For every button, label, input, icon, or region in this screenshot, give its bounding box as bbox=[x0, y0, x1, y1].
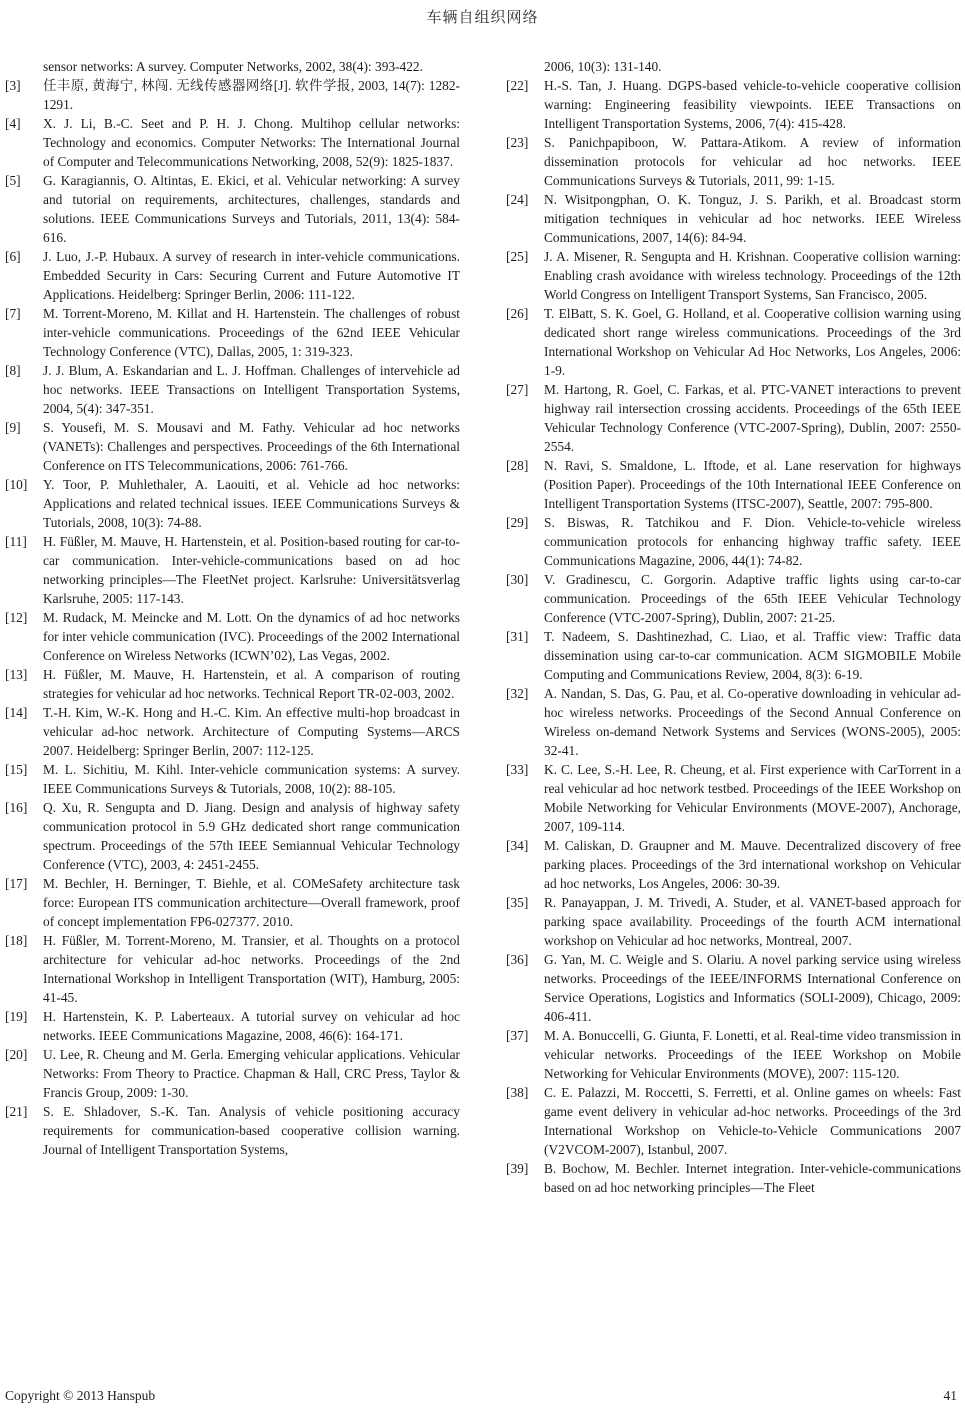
reference-item bbox=[5, 171, 460, 247]
reference-number: [19] bbox=[5, 1009, 28, 1024]
reference-number: [39] bbox=[506, 1161, 529, 1176]
reference-item bbox=[506, 57, 961, 76]
reference-item bbox=[5, 874, 460, 931]
reference-number: [35] bbox=[506, 895, 529, 910]
reference-text: Q. Xu, R. Sengupta and D. Jiang. Design and analysis of highway safety communication protocol in 5.9 GHz dedicated short range communication spectrum. Proceedings of the 57th IEEE Semiannual Vehicular Technology Conference (VTC), 2003, 4: 2451-2455. bbox=[43, 800, 460, 872]
reference-number bbox=[506, 57, 544, 76]
reference-number: [36] bbox=[506, 952, 529, 967]
reference-text: H. Füßler, M. Mauve, H. Hartenstein, et al. Position-based routing for car-to-car communication. Inter-vehicle-communications based on ad hoc networking principles—The FleetNet project. Karlsruhe: Universitätsverlag Karlsruhe, 2005: 117-143. bbox=[43, 534, 460, 606]
reference-item bbox=[506, 760, 961, 836]
reference-text: S. Biswas, R. Tatchikou and F. Dion. Vehicle-to-vehicle wireless communication protocols for enhancing highway traffic safety. IEEE Communications Magazine, 2006, 44(1): 74-82. bbox=[544, 515, 961, 568]
reference-item bbox=[506, 190, 961, 247]
references-section bbox=[5, 57, 961, 1197]
page-footer bbox=[5, 1388, 957, 1404]
reference-number: [16] bbox=[5, 800, 28, 815]
reference-number: [5] bbox=[5, 173, 21, 188]
reference-number: [30] bbox=[506, 572, 529, 587]
reference-text: K. C. Lee, S.-H. Lee, R. Cheung, et al. First experience with CarTorrent in a real vehicular ad hoc network testbed. Proceedings of the IEEE Workshop on Mobile Networking for Vehicular Environments (MOVE-2007), Anchorage, 2007, 109-114. bbox=[544, 762, 961, 834]
footer-page-number: 41 bbox=[943, 1388, 957, 1403]
reference-text: S. Yousefi, M. S. Mousavi and M. Fathy. Vehicular ad hoc networks (VANETs): Challenges and perspectives. Proceedings of the 6th International Conference on ITS Telecommunications, 2006: 761-766. bbox=[43, 420, 460, 473]
reference-text: S. E. Shladover, S.-K. Tan. Analysis of vehicle positioning accuracy requirements for communication-based cooperative collision warning. Journal of Intelligent Transportation Systems, bbox=[43, 1104, 460, 1157]
reference-text: Y. Toor, P. Muhlethaler, A. Laouiti, et al. Vehicle ad hoc networks: Applications and related technical issues. IEEE Communications Surveys & Tutorials, 2008, 10(3): 74-88. bbox=[43, 477, 460, 530]
reference-number: [6] bbox=[5, 249, 21, 264]
reference-item bbox=[5, 114, 460, 171]
footer-copyright: Copyright © 2013 Hanspub bbox=[5, 1388, 156, 1403]
reference-item bbox=[5, 798, 460, 874]
reference-item bbox=[506, 133, 961, 190]
reference-number: [13] bbox=[5, 667, 28, 682]
reference-item bbox=[506, 570, 961, 627]
reference-text: M. Caliskan, D. Graupner and M. Mauve. Decentralized discovery of free parking places. Proceedings of the 3rd international workshop on Vehicular ad hoc networks, Los Angeles, 2006: 30-39. bbox=[544, 838, 961, 891]
references-column-left bbox=[5, 57, 460, 1197]
reference-number: [10] bbox=[5, 477, 28, 492]
reference-item bbox=[506, 627, 961, 684]
reference-item bbox=[5, 304, 460, 361]
reference-text: N. Wisitpongphan, O. K. Tonguz, J. S. Parikh, et al. Broadcast storm mitigation techniques in vehicular ad hoc networks. IEEE Wireless Communications, 2007, 14(6): 84-94. bbox=[544, 192, 961, 245]
reference-item bbox=[506, 247, 961, 304]
reference-number: [8] bbox=[5, 363, 21, 378]
reference-text: C. E. Palazzi, M. Roccetti, S. Ferretti, et al. Online games on wheels: Fast game event delivery in vehicular ad-hoc networks. Proceedings of the 3rd International Workshop on Vehicle-to-Vehicle Communications 2007 (V2VCOM-2007), Istanbul, 2007. bbox=[544, 1085, 961, 1157]
reference-text: M. Rudack, M. Meincke and M. Lott. On the dynamics of ad hoc networks for inter vehicle communication (IVC). Proceedings of the 2002 International Conference on Wireless Networks (ICWN’02), Las Vegas, 2002. bbox=[43, 610, 460, 663]
page-title: 车辆自组织网络 bbox=[426, 10, 539, 26]
reference-number: [3] bbox=[5, 78, 21, 93]
reference-number: [37] bbox=[506, 1028, 529, 1043]
reference-item bbox=[5, 1102, 460, 1159]
reference-item bbox=[506, 513, 961, 570]
reference-item bbox=[5, 1007, 460, 1045]
reference-text: H. Füßler, M. Mauve, H. Hartenstein, et al. A comparison of routing strategies for vehicular ad hoc networks. Technical Report TR-02-003, 2002. bbox=[43, 667, 460, 701]
reference-text: T. ElBatt, S. K. Goel, G. Holland, et al. Cooperative collision warning using dedicated short range wireless communications. Proceedings of the 3rd International Workshop on Vehicular Ad Hoc Networks, Los Angeles, 2006: 1-9. bbox=[544, 306, 961, 378]
reference-text: M. A. Bonuccelli, G. Giunta, F. Lonetti, et al. Real-time video transmission in vehicular networks. Proceedings of the IEEE Workshop on Mobile Networking for Vehicular Environments (MOVE), 2007: 115-120. bbox=[544, 1028, 961, 1081]
reference-text: T. Nadeem, S. Dashtinezhad, C. Liao, et al. Traffic view: Traffic data dissemination using car-to-car communication. ACM SIGMOBILE Mobile Computing and Communications Review, 2004, 8(3): 6-19. bbox=[544, 629, 961, 682]
reference-number: [11] bbox=[5, 534, 27, 549]
reference-number: [23] bbox=[506, 135, 529, 150]
reference-item bbox=[5, 418, 460, 475]
reference-text: M. Hartong, R. Goel, C. Farkas, et al. PTC-VANET interactions to prevent highway rail intersection crossing accidents. Proceedings of the 65th IEEE Vehicular Technology Conference (VTC-2007-Spring), Dublin, 2007: 2550-2554. bbox=[544, 382, 961, 454]
reference-item bbox=[506, 76, 961, 133]
reference-item bbox=[506, 950, 961, 1026]
reference-item bbox=[506, 684, 961, 760]
reference-number: [28] bbox=[506, 458, 529, 473]
reference-number: [20] bbox=[5, 1047, 28, 1062]
reference-number bbox=[5, 57, 43, 76]
reference-text: N. Ravi, S. Smaldone, L. Iftode, et al. Lane reservation for highways (Position Paper). Proceedings of the 10th International IEEE Conference on Intelligent Transportation Systems (ITSC-2007), Seattle, 2007: 795-800. bbox=[544, 458, 961, 511]
reference-item bbox=[5, 57, 460, 76]
reference-item bbox=[506, 893, 961, 950]
reference-text: G. Karagiannis, O. Altintas, E. Ekici, et al. Vehicular networking: A survey and tutorial on requirements, architectures, challenges, standards and solutions. IEEE Communications Surveys and Tutorials, 2011, 13(4): 584-616. bbox=[43, 173, 460, 245]
reference-number: [27] bbox=[506, 382, 529, 397]
reference-text: M. Bechler, H. Berninger, T. Biehle, et al. COMeSafety architecture task force: European ITS communication architecture—Overall framework, proof of concept implementation FP6-027377. 2010. bbox=[43, 876, 460, 929]
reference-number: [29] bbox=[506, 515, 529, 530]
reference-item bbox=[506, 836, 961, 893]
reference-text: B. Bochow, M. Bechler. Internet integration. Inter-vehicle-communications based on ad hoc networking principles—The Fleet bbox=[544, 1161, 961, 1195]
reference-item bbox=[506, 1159, 961, 1197]
reference-number: [12] bbox=[5, 610, 28, 625]
reference-number: [34] bbox=[506, 838, 529, 853]
reference-item bbox=[5, 1045, 460, 1102]
reference-number: [9] bbox=[5, 420, 21, 435]
reference-text: J. A. Misener, R. Sengupta and H. Krishnan. Cooperative collision warning: Enabling crash avoidance with wireless technology. Proceedings of the 12th World Congress on Intelligent Transport Systems, San Francisco, 2005. bbox=[544, 249, 961, 302]
reference-text: H. Füßler, M. Torrent-Moreno, M. Transier, et al. Thoughts on a protocol architecture for vehicular ad-hoc networks. Proceedings of the 2nd International Workshop in Intelligent Transportation (WIT), Hamburg, 2005: 41-45. bbox=[43, 933, 460, 1005]
reference-number: [38] bbox=[506, 1085, 529, 1100]
reference-item bbox=[5, 760, 460, 798]
reference-number: [15] bbox=[5, 762, 28, 777]
reference-number: [21] bbox=[5, 1104, 28, 1119]
reference-number: [14] bbox=[5, 705, 28, 720]
reference-text: X. J. Li, B.-C. Seet and P. H. J. Chong. Multihop cellular networks: Technology and economics. Computer Networks: The International Journal of Computer and Telecommunications Networking, 2008, 52(9): 1825-1837. bbox=[43, 116, 460, 169]
reference-item bbox=[5, 608, 460, 665]
reference-item bbox=[5, 703, 460, 760]
reference-item bbox=[5, 931, 460, 1007]
reference-number: [32] bbox=[506, 686, 529, 701]
reference-text: J. J. Blum, A. Eskandarian and L. J. Hoffman. Challenges of intervehicle ad hoc networks. IEEE Transactions on Intelligent Transportation Systems, 2004, 5(4): 347-351. bbox=[43, 363, 460, 416]
reference-number: [22] bbox=[506, 78, 529, 93]
reference-item bbox=[506, 1026, 961, 1083]
reference-item bbox=[5, 532, 460, 608]
reference-item bbox=[5, 76, 460, 114]
reference-item bbox=[506, 380, 961, 456]
reference-number: [33] bbox=[506, 762, 529, 777]
reference-number: [26] bbox=[506, 306, 529, 321]
reference-item bbox=[506, 304, 961, 380]
reference-item bbox=[506, 1083, 961, 1159]
reference-text: A. Nandan, S. Das, G. Pau, et al. Co-operative downloading in vehicular ad-hoc wireless networks. Proceedings of the Second Annual Conference on Wireless on-demand Network Systems and Services (WONS-2005), 2005: 32-41. bbox=[544, 686, 961, 758]
page-header bbox=[0, 6, 965, 27]
reference-number: [31] bbox=[506, 629, 529, 644]
reference-text: H. Hartenstein, K. P. Laberteaux. A tutorial survey on vehicular ad hoc networks. IEEE Communications Magazine, 2008, 46(6): 164-171. bbox=[43, 1009, 460, 1043]
reference-number: [25] bbox=[506, 249, 529, 264]
reference-number: [18] bbox=[5, 933, 28, 948]
reference-text: M. L. Sichitiu, M. Kihl. Inter-vehicle communication systems: A survey. IEEE Communications Surveys & Tutorials, 2008, 10(2): 88-105. bbox=[43, 762, 460, 796]
reference-text: R. Panayappan, J. M. Trivedi, A. Studer, et al. VANET-based approach for parking space availability. Proceedings of the fourth ACM international workshop on Vehicular ad hoc networks, Montreal, 2007. bbox=[544, 895, 961, 948]
reference-text: J. Luo, J.-P. Hubaux. A survey of research in inter-vehicle communications. Embedded Security in Cars: Securing Current and Future Automotive IT Applications. Heidelberg: Springer Berlin, 2006: 111-122. bbox=[43, 249, 460, 302]
reference-text: H.-S. Tan, J. Huang. DGPS-based vehicle-to-vehicle cooperative collision warning: Engineering feasibility viewpoints. IEEE Transactions on Intelligent Transportation Systems, 2006, 7(4): 415-428. bbox=[544, 78, 961, 131]
reference-number: [24] bbox=[506, 192, 529, 207]
reference-text: 任丰原, 黄海宁, 林闯. 无线传感器网络[J]. 软件学报, 2003, 14(7): 1282-1291. bbox=[43, 78, 460, 112]
reference-item bbox=[506, 456, 961, 513]
reference-text: sensor networks: A survey. Computer Networks, 2002, 38(4): 393-422. bbox=[43, 59, 423, 74]
reference-text: V. Gradinescu, C. Gorgorin. Adaptive traffic lights using car-to-car communication. Proceedings of the 65th IEEE Vehicular Technology Conference (VTC-2007-Spring), Dublin, 2007: 21-25. bbox=[544, 572, 961, 625]
reference-text: T.-H. Kim, W.-K. Hong and H.-C. Kim. An effective multi-hop broadcast in vehicular ad-hoc network. Architecture of Computing Systems—ARCS 2007. Heidelberg: Springer Berlin, 2007: 112-125. bbox=[43, 705, 460, 758]
references-column-right bbox=[506, 57, 961, 1197]
reference-number: [7] bbox=[5, 306, 21, 321]
reference-item bbox=[5, 665, 460, 703]
reference-text: 2006, 10(3): 131-140. bbox=[544, 59, 662, 74]
reference-text: M. Torrent-Moreno, M. Killat and H. Hartenstein. The challenges of robust inter-vehicle communications. Proceedings of the 62nd IEEE Vehicular Technology Conference (VTC), Dallas, 2005, 1: 319-323. bbox=[43, 306, 460, 359]
reference-text: U. Lee, R. Cheung and M. Gerla. Emerging vehicular applications. Vehicular Networks: From Theory to Practice. Chapman & Hall, CRC Press, Taylor & Francis Group, 2009: 1-30. bbox=[43, 1047, 460, 1100]
reference-number: [17] bbox=[5, 876, 28, 891]
reference-text: S. Panichpapiboon, W. Pattara-Atikom. A review of information dissemination protocols for vehicular ad hoc networks. IEEE Communications Surveys & Tutorials, 2011, 99: 1-15. bbox=[544, 135, 961, 188]
reference-number: [4] bbox=[5, 116, 21, 131]
reference-item bbox=[5, 247, 460, 304]
reference-text: G. Yan, M. C. Weigle and S. Olariu. A novel parking service using wireless networks. Proceedings of the IEEE/INFORMS International Conference on Service Operations, Logistics and Informatics (SOLI-2009), Chicago, 2009: 406-411. bbox=[544, 952, 961, 1024]
reference-item bbox=[5, 361, 460, 418]
reference-item bbox=[5, 475, 460, 532]
